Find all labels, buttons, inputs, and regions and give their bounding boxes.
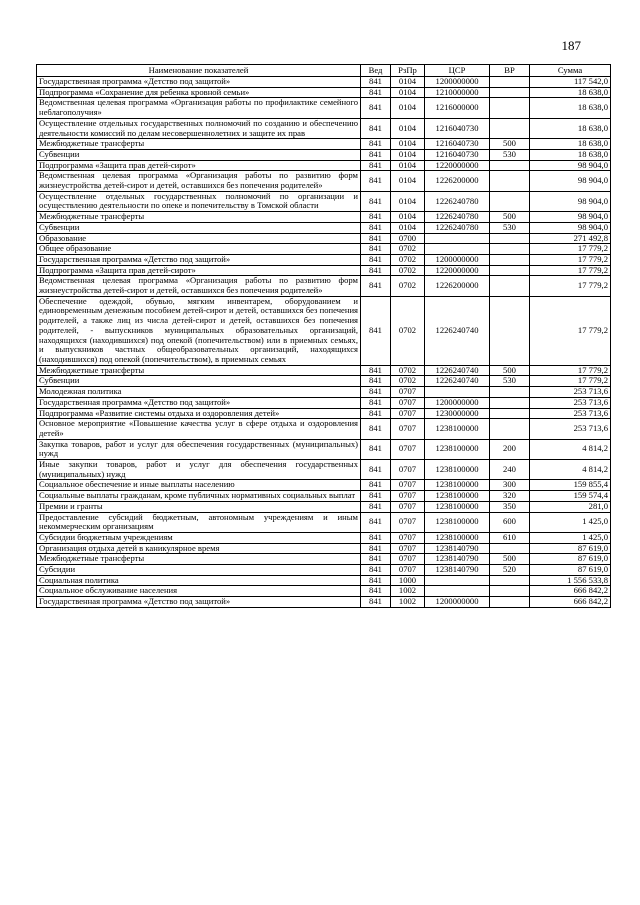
row-csr: 1230000000 (425, 408, 490, 419)
row-ved: 841 (361, 87, 391, 98)
row-csr: 1220000000 (425, 160, 490, 171)
row-vr (490, 87, 530, 98)
table-row (37, 575, 611, 586)
row-vr (490, 575, 530, 586)
row-vr: 300 (490, 480, 530, 491)
row-ved: 841 (361, 597, 391, 608)
row-name: Государственная программа «Детство под защитой» (37, 254, 361, 265)
column-header-ved: Вед (361, 65, 391, 77)
row-rzpr: 0104 (391, 222, 425, 233)
row-rzpr: 0702 (391, 276, 425, 296)
row-csr: 1200000000 (425, 597, 490, 608)
row-name: Субвенции (37, 149, 361, 160)
row-name: Субсидии (37, 565, 361, 576)
row-name: Межбюджетные трансферты (37, 554, 361, 565)
table-row (37, 118, 611, 138)
row-name: Иные закупки товаров, работ и услуг для обеспечения государственных (муниципальных) нужд (37, 460, 361, 480)
row-vr: 600 (490, 512, 530, 532)
row-name: Молодежная политика (37, 387, 361, 398)
row-csr: 1226240740 (425, 296, 490, 365)
row-sum: 18 638,0 (530, 139, 611, 150)
table-row (37, 233, 611, 244)
row-ved: 841 (361, 419, 391, 439)
row-name: Субсидии бюджетным учреждениям (37, 532, 361, 543)
table-row (37, 480, 611, 491)
row-rzpr: 0104 (391, 160, 425, 171)
budget-table (36, 64, 611, 608)
table-row (37, 244, 611, 255)
row-sum: 18 638,0 (530, 118, 611, 138)
row-csr: 1200000000 (425, 77, 490, 88)
row-ved: 841 (361, 387, 391, 398)
table-header-row (37, 65, 611, 77)
row-ved: 841 (361, 160, 391, 171)
row-rzpr: 0707 (391, 460, 425, 480)
row-ved: 841 (361, 244, 391, 255)
row-sum: 18 638,0 (530, 149, 611, 160)
row-vr (490, 98, 530, 118)
row-name: Подпрограмма «Защита прав детей-сирот» (37, 265, 361, 276)
table-row (37, 254, 611, 265)
row-csr: 1226240780 (425, 212, 490, 223)
row-rzpr: 0702 (391, 376, 425, 387)
row-sum: 87 619,0 (530, 543, 611, 554)
row-csr: 1200000000 (425, 254, 490, 265)
row-sum: 271 492,8 (530, 233, 611, 244)
row-name: Межбюджетные трансферты (37, 139, 361, 150)
row-rzpr: 0707 (391, 439, 425, 459)
row-csr: 1226240740 (425, 376, 490, 387)
row-vr: 530 (490, 149, 530, 160)
row-sum: 17 779,2 (530, 365, 611, 376)
row-rzpr: 1000 (391, 575, 425, 586)
row-sum: 666 842,2 (530, 597, 611, 608)
table-row (37, 408, 611, 419)
row-name: Социальные выплаты гражданам, кроме публичных нормативных социальных выплат (37, 491, 361, 502)
row-ved: 841 (361, 575, 391, 586)
row-csr: 1238140790 (425, 565, 490, 576)
row-name: Закупка товаров, работ и услуг для обеспечения государственных (муниципальных) нужд (37, 439, 361, 459)
row-ved: 841 (361, 512, 391, 532)
row-sum: 98 904,0 (530, 191, 611, 211)
row-vr (490, 276, 530, 296)
table-row (37, 365, 611, 376)
row-sum: 4 814,2 (530, 460, 611, 480)
row-sum: 87 619,0 (530, 565, 611, 576)
row-rzpr: 0707 (391, 501, 425, 512)
row-vr (490, 586, 530, 597)
row-csr: 1226200000 (425, 276, 490, 296)
row-csr: 1226240780 (425, 222, 490, 233)
row-rzpr: 0707 (391, 419, 425, 439)
row-vr: 500 (490, 139, 530, 150)
row-name: Государственная программа «Детство под защитой» (37, 597, 361, 608)
row-sum: 98 904,0 (530, 171, 611, 191)
row-name: Межбюджетные трансферты (37, 212, 361, 223)
row-rzpr: 0104 (391, 77, 425, 88)
row-vr: 350 (490, 501, 530, 512)
table-row (37, 387, 611, 398)
row-sum: 253 713,6 (530, 387, 611, 398)
row-vr (490, 296, 530, 365)
table-row (37, 532, 611, 543)
row-csr: 1200000000 (425, 397, 490, 408)
row-vr (490, 160, 530, 171)
row-ved: 841 (361, 408, 391, 419)
table-row (37, 149, 611, 160)
table-row (37, 512, 611, 532)
table-row (37, 265, 611, 276)
row-name: Осуществление отдельных государственных полномочий по организации и осуществлению деятельности по опеке и попечительству в Томской области (37, 191, 361, 211)
table-row (37, 191, 611, 211)
row-name: Осуществление отдельных государственных полномочий по созданию и обеспечению деятельности комиссий по делам несовершеннолетних и защите их прав (37, 118, 361, 138)
row-name: Основное мероприятие «Повышение качества услуг в сфере отдыха и оздоровления детей» (37, 419, 361, 439)
row-rzpr: 0707 (391, 554, 425, 565)
row-vr (490, 77, 530, 88)
row-name: Государственная программа «Детство под защитой» (37, 397, 361, 408)
row-csr (425, 586, 490, 597)
row-name: Межбюджетные трансферты (37, 365, 361, 376)
row-rzpr: 0707 (391, 408, 425, 419)
row-sum: 1 425,0 (530, 512, 611, 532)
row-csr: 1216040730 (425, 149, 490, 160)
row-ved: 841 (361, 118, 391, 138)
row-csr: 1238100000 (425, 460, 490, 480)
table-row (37, 212, 611, 223)
row-csr: 1220000000 (425, 265, 490, 276)
row-sum: 87 619,0 (530, 554, 611, 565)
row-name: Государственная программа «Детство под защитой» (37, 77, 361, 88)
column-header-csr: ЦСР (425, 65, 490, 77)
row-sum: 17 779,2 (530, 376, 611, 387)
row-ved: 841 (361, 565, 391, 576)
row-ved: 841 (361, 376, 391, 387)
row-vr (490, 408, 530, 419)
row-rzpr: 0104 (391, 139, 425, 150)
row-sum: 1 556 533,8 (530, 575, 611, 586)
row-ved: 841 (361, 397, 391, 408)
row-ved: 841 (361, 254, 391, 265)
row-csr: 1226240740 (425, 365, 490, 376)
row-sum: 159 855,4 (530, 480, 611, 491)
row-csr: 1216000000 (425, 98, 490, 118)
row-csr: 1238100000 (425, 419, 490, 439)
row-rzpr: 0707 (391, 512, 425, 532)
row-vr: 500 (490, 212, 530, 223)
row-csr: 1238140790 (425, 554, 490, 565)
row-rzpr: 0702 (391, 365, 425, 376)
row-name: Подпрограмма «Сохранение для ребенка кровной семьи» (37, 87, 361, 98)
row-csr: 1238100000 (425, 439, 490, 459)
row-rzpr: 0104 (391, 98, 425, 118)
row-vr: 530 (490, 222, 530, 233)
row-rzpr: 0104 (391, 118, 425, 138)
row-name: Субвенции (37, 376, 361, 387)
table-row (37, 419, 611, 439)
table-row (37, 276, 611, 296)
row-sum: 17 779,2 (530, 296, 611, 365)
row-sum: 98 904,0 (530, 222, 611, 233)
row-ved: 841 (361, 439, 391, 459)
row-vr (490, 118, 530, 138)
row-vr: 320 (490, 491, 530, 502)
row-ved: 841 (361, 191, 391, 211)
table-row (37, 554, 611, 565)
table-row (37, 491, 611, 502)
table-row (37, 501, 611, 512)
table-row (37, 460, 611, 480)
row-ved: 841 (361, 586, 391, 597)
row-rzpr: 0707 (391, 491, 425, 502)
row-rzpr: 0104 (391, 87, 425, 98)
row-rzpr: 0104 (391, 212, 425, 223)
row-name: Социальное обслуживание населения (37, 586, 361, 597)
row-rzpr: 1002 (391, 597, 425, 608)
row-name: Общее образование (37, 244, 361, 255)
row-vr (490, 597, 530, 608)
row-ved: 841 (361, 480, 391, 491)
row-csr: 1226240780 (425, 191, 490, 211)
table-row (37, 586, 611, 597)
row-sum: 281,0 (530, 501, 611, 512)
row-sum: 253 713,6 (530, 408, 611, 419)
row-csr (425, 575, 490, 586)
row-rzpr: 0104 (391, 191, 425, 211)
row-rzpr: 0104 (391, 171, 425, 191)
page-number: 187 (561, 38, 581, 53)
row-vr (490, 191, 530, 211)
row-csr (425, 244, 490, 255)
table-row (37, 397, 611, 408)
row-vr (490, 171, 530, 191)
row-sum: 98 904,0 (530, 212, 611, 223)
row-name: Обеспечение одеждой, обувью, мягким инвентарем, оборудованием и единовременным денежным пособием детей-сирот и детей, оставшихся без попечения родителей, а также лиц из числа детей-сирот и детей, оставшихся без попечения родителей, - выпускников муниципальных образовательных организаций, находящихся (находившихся) под опекой (попечительством) или в приемных семьях, и выпускников частных общеобразовательных организаций, находящихся (находившихся) под опекой (попечительством), в приемных семьях (37, 296, 361, 365)
table-row (37, 160, 611, 171)
row-csr: 1216040730 (425, 139, 490, 150)
row-sum: 159 574,4 (530, 491, 611, 502)
row-vr: 200 (490, 439, 530, 459)
row-vr (490, 233, 530, 244)
table-row (37, 222, 611, 233)
row-rzpr: 0700 (391, 233, 425, 244)
row-csr (425, 387, 490, 398)
row-vr (490, 265, 530, 276)
row-csr: 1216040730 (425, 118, 490, 138)
row-ved: 841 (361, 276, 391, 296)
row-name: Премии и гранты (37, 501, 361, 512)
table-row (37, 296, 611, 365)
row-sum: 17 779,2 (530, 265, 611, 276)
row-vr: 500 (490, 554, 530, 565)
row-name: Ведомственная целевая программа «Организация работы по развитию форм жизнеустройства детей-сирот и детей, оставшихся без попечения родителей» (37, 276, 361, 296)
row-ved: 841 (361, 532, 391, 543)
row-vr (490, 543, 530, 554)
row-sum: 253 713,6 (530, 419, 611, 439)
row-ved: 841 (361, 139, 391, 150)
row-rzpr: 0702 (391, 244, 425, 255)
row-vr: 500 (490, 365, 530, 376)
row-ved: 841 (361, 296, 391, 365)
column-header-rzpr: РзПр (391, 65, 425, 77)
row-rzpr: 0707 (391, 565, 425, 576)
table-row (37, 439, 611, 459)
row-rzpr: 0707 (391, 397, 425, 408)
row-name: Социальное обеспечение и иные выплаты населению (37, 480, 361, 491)
row-vr: 530 (490, 376, 530, 387)
table-row (37, 87, 611, 98)
row-vr (490, 244, 530, 255)
table-row (37, 139, 611, 150)
row-sum: 17 779,2 (530, 244, 611, 255)
table-row (37, 171, 611, 191)
row-ved: 841 (361, 98, 391, 118)
row-sum: 17 779,2 (530, 254, 611, 265)
row-name: Подпрограмма «Защита прав детей-сирот» (37, 160, 361, 171)
row-sum: 1 425,0 (530, 532, 611, 543)
row-ved: 841 (361, 212, 391, 223)
row-name: Социальная политика (37, 575, 361, 586)
row-sum: 98 904,0 (530, 160, 611, 171)
row-vr: 240 (490, 460, 530, 480)
row-ved: 841 (361, 365, 391, 376)
row-csr: 1238100000 (425, 501, 490, 512)
row-csr: 1226200000 (425, 171, 490, 191)
column-header-name: Наименование показателей (37, 65, 361, 77)
row-name: Организация отдыха детей в каникулярное время (37, 543, 361, 554)
row-rzpr: 0707 (391, 532, 425, 543)
row-vr (490, 387, 530, 398)
row-rzpr: 0707 (391, 387, 425, 398)
row-sum: 253 713,6 (530, 397, 611, 408)
row-ved: 841 (361, 222, 391, 233)
row-sum: 18 638,0 (530, 87, 611, 98)
row-rzpr: 0702 (391, 265, 425, 276)
table-row (37, 98, 611, 118)
row-rzpr: 0702 (391, 254, 425, 265)
row-name: Подпрограмма «Развитие системы отдыха и оздоровления детей» (37, 408, 361, 419)
row-vr: 610 (490, 532, 530, 543)
row-name: Ведомственная целевая программа «Организация работы по профилактике семейного неблагополучия» (37, 98, 361, 118)
table-row (37, 565, 611, 576)
row-vr (490, 397, 530, 408)
row-vr: 520 (490, 565, 530, 576)
row-sum: 666 842,2 (530, 586, 611, 597)
row-sum: 17 779,2 (530, 276, 611, 296)
row-csr: 1238100000 (425, 512, 490, 532)
row-rzpr: 0702 (391, 296, 425, 365)
table-row (37, 77, 611, 88)
row-csr: 1238100000 (425, 532, 490, 543)
table-row (37, 543, 611, 554)
row-name: Ведомственная целевая программа «Организация работы по развитию форм жизнеустройства детей-сирот и детей, оставшихся без попечения родителей» (37, 171, 361, 191)
row-ved: 841 (361, 460, 391, 480)
row-vr (490, 254, 530, 265)
row-sum: 4 814,2 (530, 439, 611, 459)
table-row (37, 376, 611, 387)
row-csr: 1238100000 (425, 491, 490, 502)
row-name: Предоставление субсидий бюджетным, автономным учреждениям и иным некоммерческим организациям (37, 512, 361, 532)
row-vr (490, 419, 530, 439)
row-sum: 117 542,0 (530, 77, 611, 88)
row-ved: 841 (361, 501, 391, 512)
row-csr (425, 233, 490, 244)
row-sum: 18 638,0 (530, 98, 611, 118)
row-ved: 841 (361, 554, 391, 565)
column-header-vr: ВР (490, 65, 530, 77)
row-ved: 841 (361, 233, 391, 244)
row-csr: 1210000000 (425, 87, 490, 98)
row-csr: 1238100000 (425, 480, 490, 491)
row-ved: 841 (361, 265, 391, 276)
row-ved: 841 (361, 77, 391, 88)
table-body (37, 77, 611, 608)
row-rzpr: 0707 (391, 480, 425, 491)
row-rzpr: 0104 (391, 149, 425, 160)
row-rzpr: 0707 (391, 543, 425, 554)
row-csr: 1238140790 (425, 543, 490, 554)
row-name: Образование (37, 233, 361, 244)
row-ved: 841 (361, 543, 391, 554)
row-ved: 841 (361, 171, 391, 191)
column-header-sum: Сумма (530, 65, 611, 77)
row-ved: 841 (361, 149, 391, 160)
row-rzpr: 1002 (391, 586, 425, 597)
row-ved: 841 (361, 491, 391, 502)
table-row (37, 597, 611, 608)
row-name: Субвенции (37, 222, 361, 233)
